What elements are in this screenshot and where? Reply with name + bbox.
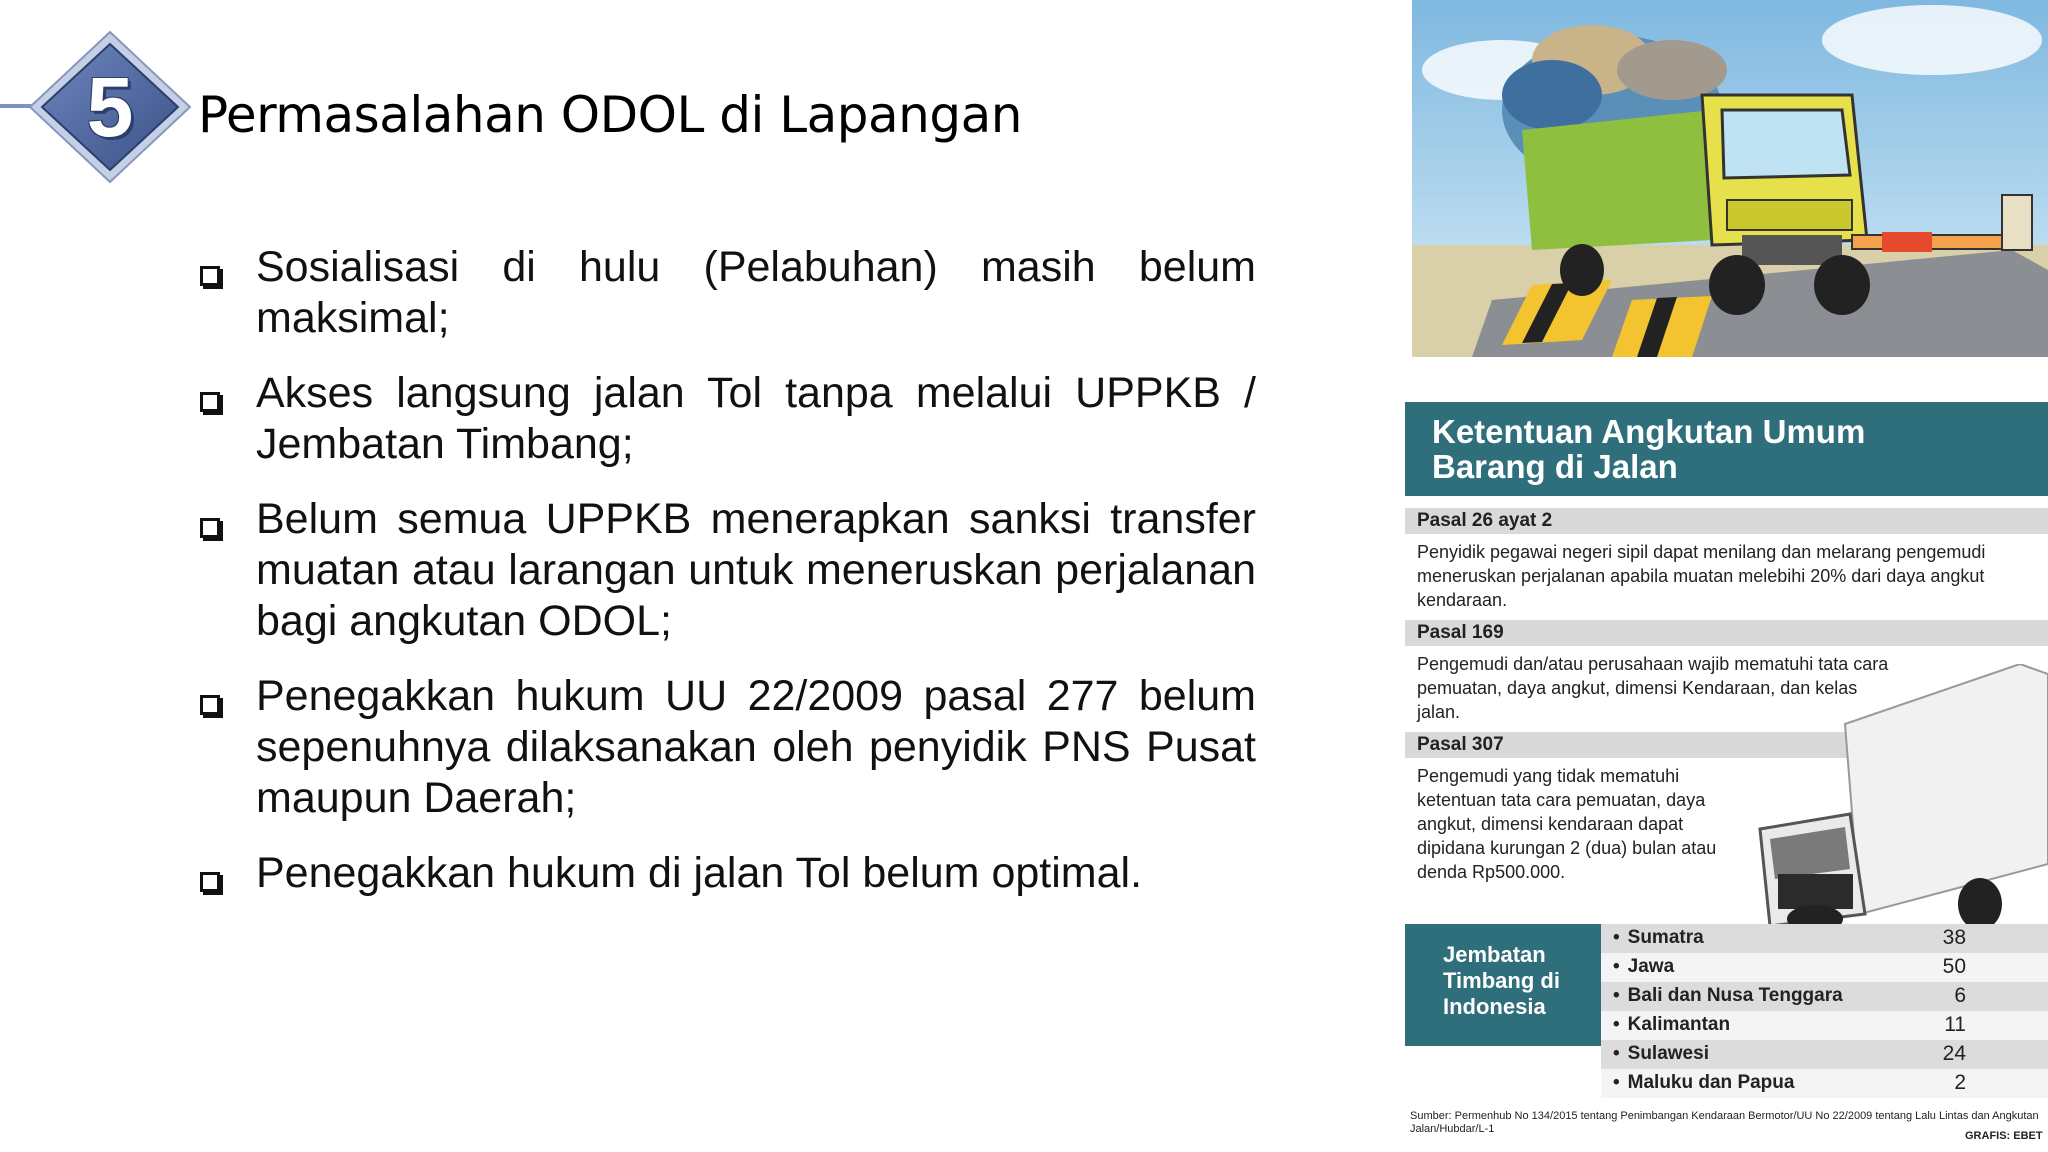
region-name: • Jawa <box>1613 956 1674 978</box>
regulation-infographic <box>1405 402 2048 1152</box>
square-bullet-icon <box>200 872 220 892</box>
square-bullet-icon <box>200 518 220 538</box>
bullet-text: Penegakkan hukum UU 22/2009 pasal 277 belum sepenuhnya dilaksanakan oleh penyidik PNS Pusat maupun Daerah; <box>256 672 1256 822</box>
section-text: Pengemudi dan/atau perusahaan wajib mematuhi tata cara pemuatan, daya angkut, dimensi Kendaraan, dan kelas jalan. <box>1417 654 1889 722</box>
section-heading: Pasal 307 <box>1417 734 1504 755</box>
bullet-item <box>196 671 1256 824</box>
square-bullet-icon <box>200 695 220 715</box>
region-name: • Sulawesi <box>1613 1043 1709 1065</box>
region-count: 2 <box>1954 1071 1966 1094</box>
region-count: 24 <box>1942 1042 1966 1065</box>
square-bullet-icon <box>200 266 220 286</box>
jembatan-row <box>1601 953 2048 983</box>
slide-number: 5 <box>86 59 134 154</box>
bullet-text: Belum semua UPPKB menerapkan sanksi transfer muatan atau larangan untuk meneruskan perjalanan bagi angkutan ODOL; <box>256 495 1256 645</box>
graphic-credit: GRAFIS: EBET <box>1965 1130 2043 1142</box>
bullet-text: Akses langsung jalan Tol tanpa melalui UPPKB / Jembatan Timbang; <box>256 369 1256 468</box>
jembatan-row <box>1601 1040 2048 1070</box>
section-heading-band <box>1405 620 2048 646</box>
section-text: Pengemudi yang tidak mematuhi ketentuan tata cara pemuatan, daya angkut, dimensi kendaraan dapat dipidana kurungan 2 (dua) bulan atau denda Rp500.000. <box>1417 766 1717 882</box>
section-heading: Pasal 169 <box>1417 622 1504 643</box>
infographic-title: Ketentuan Angkutan Umum Barang di Jalan <box>1432 413 1866 485</box>
source-note: Sumber: Permenhub No 134/2015 tentang Penimbangan Kendaraan Bermotor/UU No 22/2009 tentang Lalu Lintas dan Angkutan Jalan/Hubdar/L-1 <box>1410 1110 2039 1135</box>
jembatan-timbang-label-box <box>1405 924 1601 1046</box>
jembatan-row <box>1601 1069 2048 1099</box>
jembatan-row <box>1601 1011 2048 1041</box>
bullet-list <box>196 242 1256 923</box>
region-name: • Sumatra <box>1613 927 1704 949</box>
box-truck-icon <box>1750 664 2048 932</box>
region-name: • Kalimantan <box>1613 1014 1730 1036</box>
jembatan-timbang-label: Jembatan Timbang di Indonesia <box>1443 942 1560 1019</box>
page-title: Permasalahan ODOL di Lapangan <box>198 86 1022 144</box>
jembatan-row <box>1601 924 2048 954</box>
bullet-item <box>196 242 1256 344</box>
truck-weighbridge-icon <box>1412 0 2048 357</box>
jembatan-row <box>1601 982 2048 1012</box>
section-heading: Pasal 26 ayat 2 <box>1417 510 1553 531</box>
bullet-item <box>196 494 1256 647</box>
infographic-header <box>1405 402 2048 496</box>
bullet-text: Sosialisasi di hulu (Pelabuhan) masih belum maksimal; <box>256 243 1256 342</box>
bullet-item <box>196 368 1256 470</box>
region-count: 6 <box>1954 984 1966 1007</box>
region-count: 38 <box>1942 926 1966 949</box>
section-text: Penyidik pegawai negeri sipil dapat menilang dan melarang pengemudi meneruskan perjalanan apabila muatan melebihi 20% dari daya angkut kendaraan. <box>1417 542 1986 610</box>
bullet-text: Penegakkan hukum di jalan Tol belum optimal. <box>256 849 1143 897</box>
region-count: 50 <box>1942 955 1966 978</box>
slide-number-badge <box>28 30 192 184</box>
bullet-item <box>196 848 1256 899</box>
square-bullet-icon <box>200 392 220 412</box>
region-name: • Maluku dan Papua <box>1613 1072 1794 1094</box>
overloaded-truck-illustration <box>1412 0 2048 357</box>
section-heading-band <box>1405 508 2048 534</box>
region-count: 11 <box>1944 1013 1966 1036</box>
region-name: • Bali dan Nusa Tenggara <box>1613 985 1843 1007</box>
